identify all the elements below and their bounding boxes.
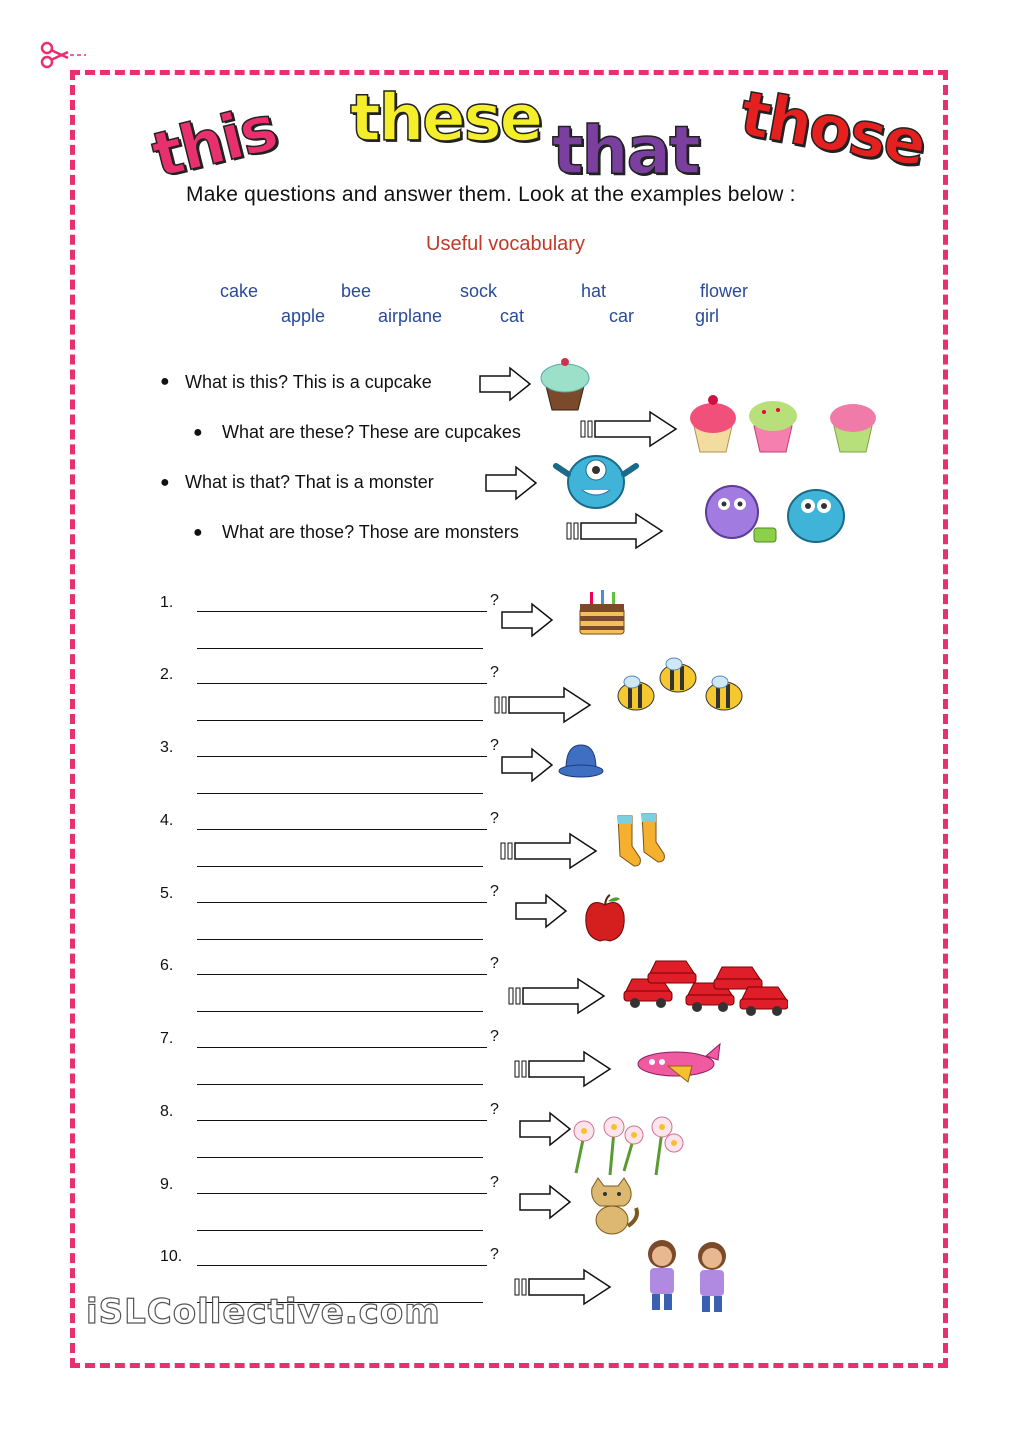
answer-line[interactable] xyxy=(197,720,483,721)
cupcakes-icon xyxy=(686,392,882,456)
watermark: iSLCollective.com xyxy=(86,1292,441,1332)
answer-line[interactable] xyxy=(197,866,483,867)
bees-icon xyxy=(612,654,750,724)
striped-arrow-icon xyxy=(508,977,606,1015)
vocab-word: flower xyxy=(700,281,749,301)
cupcake-icon xyxy=(538,352,592,412)
vocab-word: car xyxy=(609,306,635,326)
example-sentence: What are these? These are cupcakes xyxy=(222,422,521,442)
title-word-those: those xyxy=(735,76,931,181)
example-sentence: What is that? That is a monster xyxy=(185,472,434,492)
question-mark: ? xyxy=(490,955,499,972)
striped-arrow-icon xyxy=(500,832,598,870)
arrow-icon xyxy=(478,366,532,402)
question-mark: ? xyxy=(490,1174,499,1191)
question-mark: ? xyxy=(490,737,499,754)
answer-line[interactable] xyxy=(197,648,483,649)
exercise-number: 3. xyxy=(160,739,174,756)
answer-line[interactable] xyxy=(197,1157,483,1158)
title-word-this: this xyxy=(145,91,283,192)
exercise-number: 1. xyxy=(160,594,174,611)
cars-icon xyxy=(622,951,788,1019)
vocab-word: cat xyxy=(500,306,525,326)
vocab-word: sock xyxy=(460,281,498,301)
arrow-icon xyxy=(518,1111,572,1147)
vocab-word: hat xyxy=(581,281,607,301)
socks-icon xyxy=(612,812,668,874)
striped-arrow-icon xyxy=(494,686,592,724)
answer-line[interactable] xyxy=(197,1011,483,1012)
arrow-icon xyxy=(484,465,538,501)
striped-arrow-icon xyxy=(580,410,678,448)
bullet: ● xyxy=(160,474,170,491)
cat-icon xyxy=(584,1174,640,1238)
instruction-text: Make questions and answer them. Look at the examples below : xyxy=(186,183,796,206)
bullet: ● xyxy=(193,424,203,441)
answer-line[interactable] xyxy=(197,1230,483,1231)
question-answer-line[interactable] xyxy=(197,1193,487,1194)
question-answer-line[interactable] xyxy=(197,829,487,830)
exercise-number: 8. xyxy=(160,1103,174,1120)
flowers-icon xyxy=(570,1109,692,1181)
example-sentence: What is this? This is a cupcake xyxy=(185,372,432,392)
monsters-icon xyxy=(698,478,856,552)
arrow-icon xyxy=(518,1184,572,1220)
bullet: ● xyxy=(193,524,203,541)
example-sentence: What are those? Those are monsters xyxy=(222,522,519,542)
question-mark: ? xyxy=(490,1246,499,1263)
question-mark: ? xyxy=(490,592,499,609)
monster-icon xyxy=(552,444,640,514)
arrow-icon xyxy=(514,893,568,929)
striped-arrow-icon xyxy=(514,1268,612,1306)
vocab-word: apple xyxy=(281,306,326,326)
answer-line[interactable] xyxy=(197,1084,483,1085)
question-answer-line[interactable] xyxy=(197,974,487,975)
question-answer-line[interactable] xyxy=(197,1265,487,1266)
vocab-word: cake xyxy=(220,281,259,301)
question-answer-line[interactable] xyxy=(197,1120,487,1121)
exercise-number: 2. xyxy=(160,666,174,683)
exercise-number: 10. xyxy=(160,1248,183,1265)
question-answer-line[interactable] xyxy=(197,611,487,612)
exercise-number: 5. xyxy=(160,885,174,902)
answer-line[interactable] xyxy=(197,793,483,794)
vocab-word: bee xyxy=(341,281,372,301)
question-mark: ? xyxy=(490,883,499,900)
exercise-number: 4. xyxy=(160,812,174,829)
question-mark: ? xyxy=(490,810,499,827)
title-word-that: that xyxy=(552,112,699,189)
question-mark: ? xyxy=(490,1101,499,1118)
exercise-number: 6. xyxy=(160,957,174,974)
question-answer-line[interactable] xyxy=(197,1047,487,1048)
arrow-icon xyxy=(500,602,554,638)
question-mark: ? xyxy=(490,1028,499,1045)
striped-arrow-icon xyxy=(514,1050,612,1088)
apple-icon xyxy=(582,893,628,943)
question-answer-line[interactable] xyxy=(197,756,487,757)
vocab-word: girl xyxy=(695,306,720,326)
question-answer-line[interactable] xyxy=(197,902,487,903)
exercise-number: 9. xyxy=(160,1176,174,1193)
vocabulary-title: Useful vocabulary xyxy=(426,233,585,255)
cake-icon xyxy=(576,586,628,638)
question-answer-line[interactable] xyxy=(197,683,487,684)
hat-icon xyxy=(556,739,606,781)
airplane-icon xyxy=(632,1042,724,1084)
title-word-these: these xyxy=(350,82,542,156)
exercise-number: 7. xyxy=(160,1030,174,1047)
vocab-word: airplane xyxy=(378,306,443,326)
answer-line[interactable] xyxy=(197,939,483,940)
arrow-icon xyxy=(500,747,554,783)
question-mark: ? xyxy=(490,664,499,681)
scissors-icon xyxy=(38,40,86,70)
bullet: ● xyxy=(160,373,170,390)
girls-icon xyxy=(636,1236,740,1316)
striped-arrow-icon xyxy=(566,512,664,550)
